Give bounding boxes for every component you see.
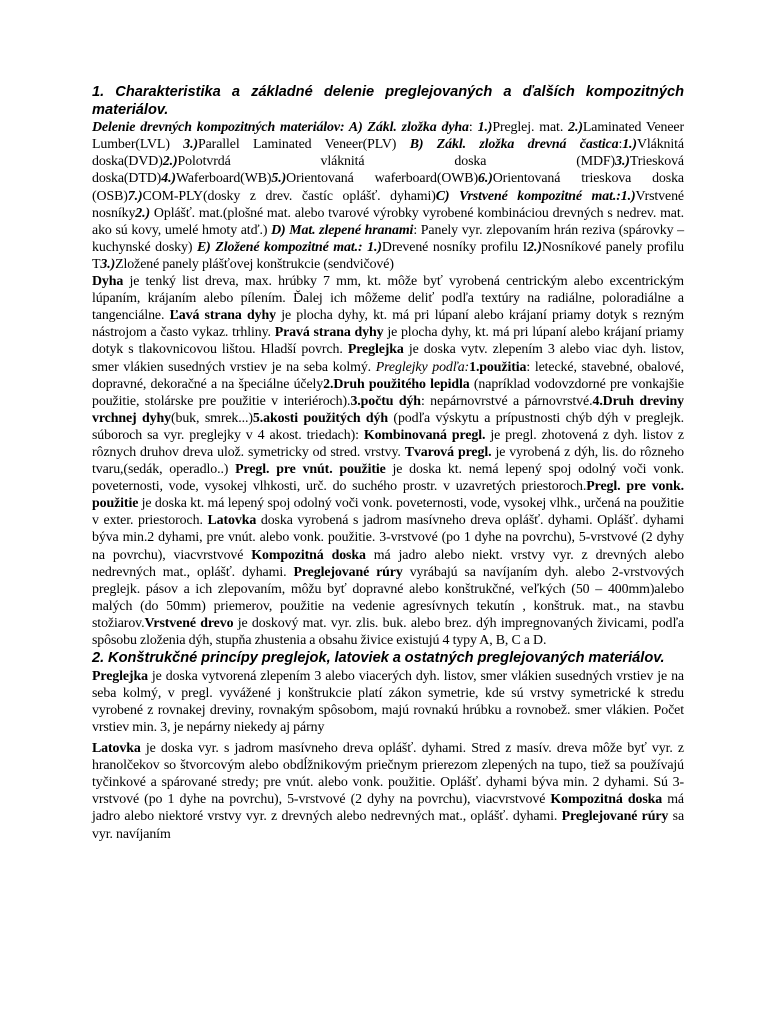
section-1-classification-paragraph: Delenie drevných kompozitných materiálov: A) Zákl. zložka dyha: 1.)Preglej. mat. 2.)Laminated Veneer Lumber(LVL) 3.)Parallel Laminated Veneer(PLV) B) Zákl. zložka drevná častica:1.)Vláknitá doska(DVD)2.)Polotvrdá vláknitá doska (MDF)3.)Triesková doska(DTD)4.)Waferboard(WB)5.)Orientovaná waferboard(OWB)6.)Orientovaná trieskova doska (OSB)7.)COM-PLY(dosky z drev. častíc oplášť. dyhami)C) Vrstvené kompozitné mat.:1.)Vrstvené nosníky2.) Oplášť. mat.(plošné mat. alebo tvarové výrobky vyrobené kombináciou drevných s nedrev. mat. ako sú kovy, umelé hmoty atď.) D) Mat. zlepené hranami: Panely vyr. zlepovaním hrán reziva (spárovky – kuchynské dosky) E) Zložené kompozitné mat.: 1.)Drevené nosníky profilu I2.)Nosníkové panely profilu T3.)Zložené panely plášťovej konštrukcie (sendvičové) [92, 120, 685, 272]
section-1-heading: 1. Charakteristika a základné delenie preglejovaných a ďalších kompozitných materiálov. [92, 84, 684, 118]
section-1-veneer-paragraph: Dyha je tenký list dreva, max. hrúbky 7 mm, kt. môže byť vyrobená centrickým alebo excentrickým lúpaním, krájaním alebo pílením. Ďalej ich môžeme deliť podľa textúry na radiálne, poloradiálne a tangenciálne. Ľavá strana dyhy je plocha dyhy, kt. má pri lúpaní alebo krájaní priamy dotyk s rezným nástrojom a často vykaz. trhliny. Pravá strana dyhy je plocha dyhy, kt. má pri lúpaní alebo krájaní priamy dotyk s tlakovnicovou lištou. Hladší povrch. Preglejka je doska vytv. zlepením 3 alebo viac dyh. listov, smer vlákien susedných vrstiev je na seba kolmý. Preglejky podľa:1.použitia: letecké, stavebné, obalové, dopravné, dekoračné a na špeciálne účely2.Druh použitého lepidla (napríklad vodovzdorné pre vonkajšie použitie, stolárske pre použitie v interiéroch).3.počtu dýh: nepárnovrstvé a párnovrstvé.4.Druh dreviny vrchnej dyhy(buk, smrek...)5.akosti použitých dýh (podľa výskytu a prípustnosti chýb dýh v preglejk. súboroch sa vyr. preglejky v 4 akost. triedach): Kombinovaná pregl. je pregl. zhotovená z dyh. listov z rôznych druhov dreva ulož. symetricky od stred. vrstvy. Tvarová pregl. je vyrobená z dýh, lis. do rôzneho tvaru,(sedák, operadlo..) Pregl. pre vnút. použitie je doska kt. nemá lepený spoj odolný voči vonk. poveternosti, vode, vysokej vlhkosti, urč. do suchého prostr. v uzavretých priestoroch.Pregl. pre vonk. použitie je doska kt. má lepený spoj odolný voči vonk. poveternosti, vode, vysokej vlhk., určená na použitie v exter. priestoroch. Latovka doska vyrobená s jadrom masívneho dreva oplášť. dyhami. Oplášť. dyhami býva min.2 dyhami, pre vnút. alebo vonk. použitie. 3-vrstvové (po 1 dyhe na povrchu), 5-vrstvové (2 dyhy na povrchu), viacvrstvové Kompozitná doska má jadro alebo niekt. vrstvy vyr. z drevných alebo nedrevných mat., oplášť. dyhami. Preglejované rúry vyrábajú sa navíjaním dyh. alebo 2-vrstvových preglejk. pásov a ich zlepovaním, môžu byť dopravné alebo konštrukčné, veľkých (50 – 400mm)alebo malých (do 50mm) priemerov, použitie na vedenie agresívnych tekutín , konštruk. mat., na stavbu stožiarov.Vrstvené drevo je doskový mat. vyr. zlis. buk. alebo brez. dýh impregnovaných živicami, podľa spôsobu zloženia dýh, stupňa zhustenia a obsahu živice existujú 4 typy A, B, C a D. [92, 274, 685, 648]
section-2-blockboard-paragraph: Latovka je doska vyr. s jadrom masívneho dreva oplášť. dyhami. Stred z masív. dreva môže byť vyr. z hranolčekov so štvorcovým alebo obdĺžnikovým priečnym prierezom zlepených na tupo, tiež sa používajú tyčinkové a spárované stredy; pre vnút. alebo vonk. použitie. Oplášť. dyhami býva min. 2 dyhami. Sú 3-vrstvové (po 1 dyhe na povrchu), 5-vrstvové (2 dyhy na povrchu), viacvrstvové Kompozitná doska má jadro alebo niektoré vrstvy vyr. z drevných alebo nedrevných mat., oplášť. dyhami. Preglejované rúry sa vyr. navíjaním [92, 741, 685, 842]
section-2-plywood-paragraph: Preglejka je doska vytvorená zlepením 3 alebo viacerých dyh. listov, smer vlákien susedných vrstiev je na seba kolmý, v pregl. vyvážené j konštrukcie platí zákon symetrie, kde sú vrstvy symetrické k stredu vyrobené z rovnakej dreviny, rovnakým spôsobom, majú rovnakú hrúbku a rovnobež. smer vlákien. Počet vrstiev min. 3, je nepárny niekedy aj párny [92, 668, 684, 735]
section-2-heading: 2. Konštrukčné princípy preglejok, latoviek a ostatných preglejovaných materiálov. [92, 650, 665, 667]
document-page [92, 84, 684, 843]
